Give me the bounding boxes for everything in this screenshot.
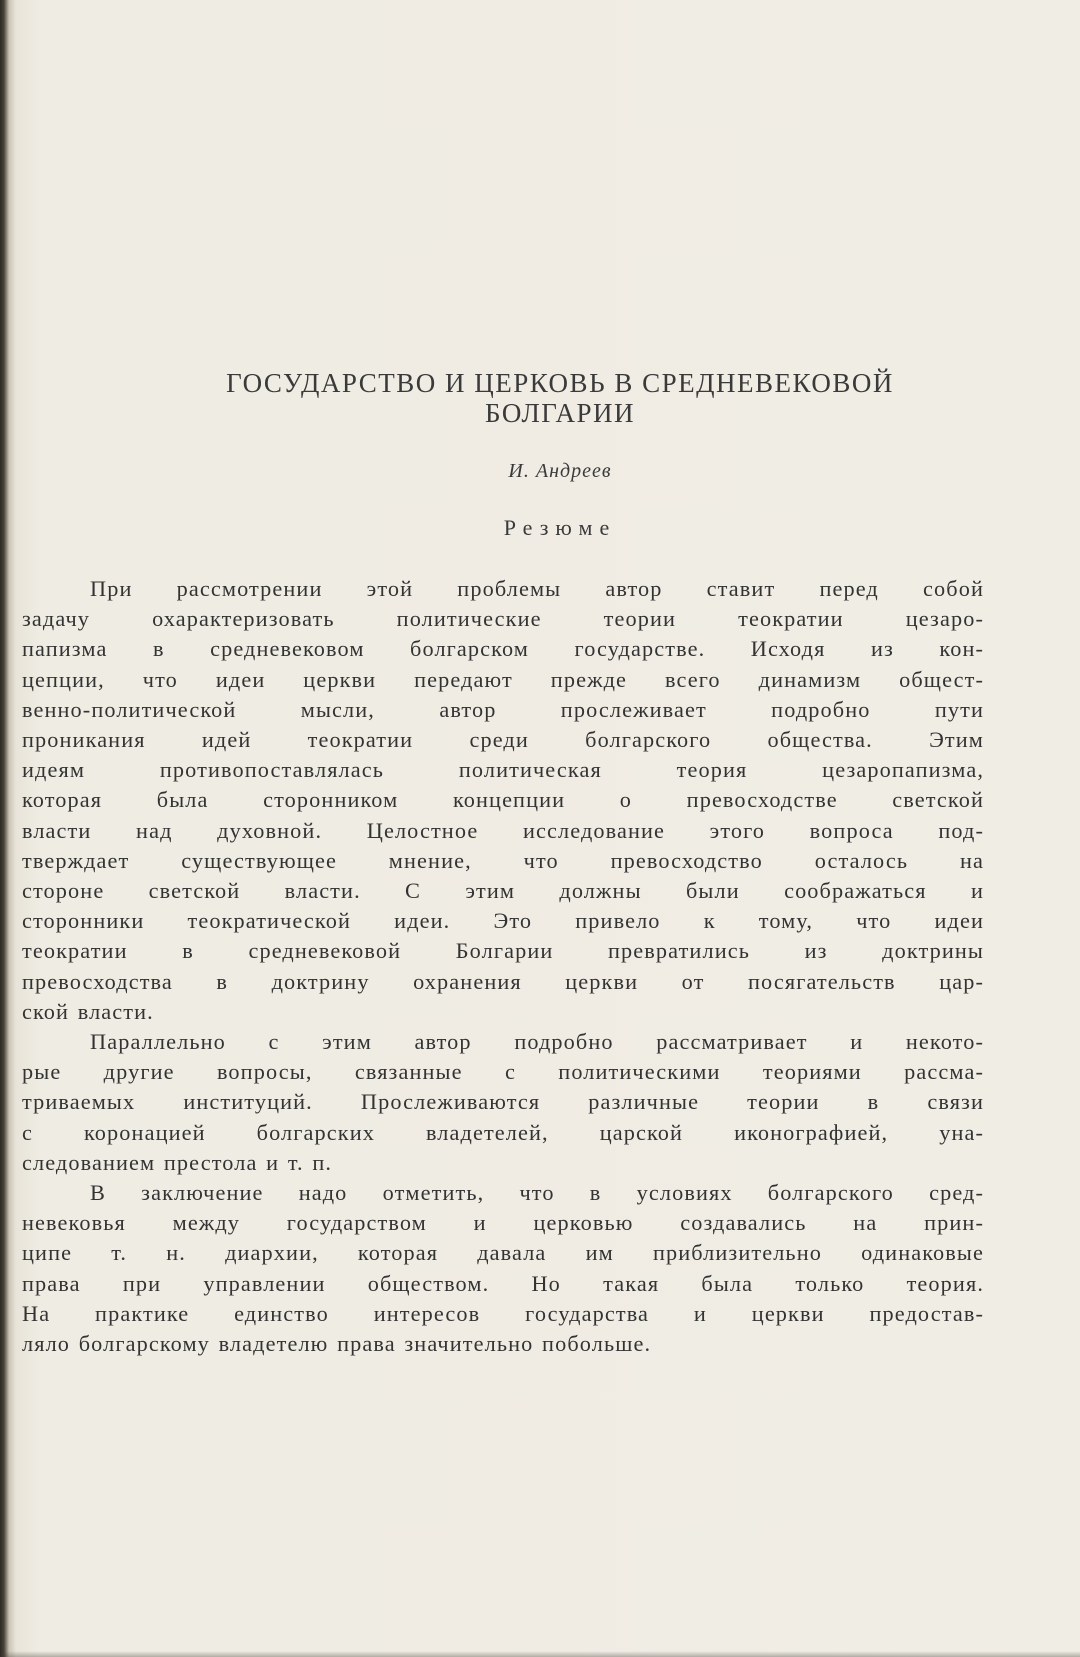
author-name: И. Андреев [508, 460, 612, 482]
text-line: На практике единство интересов государства и церкви предостав- [22, 1300, 984, 1326]
text-line: ской власти. [22, 998, 154, 1024]
paragraph-3 [22, 1178, 984, 1359]
text-line: Параллельно с этим автор подробно рассматривает и некото- [90, 1029, 984, 1055]
text-line: следованием престола и т. п. [22, 1149, 333, 1175]
text-line: рые другие вопросы, связанные с политическими теориями рассма- [22, 1059, 984, 1085]
title-line: ГОСУДАРСТВО И ЦЕРКОВЬ В СРЕДНЕВЕКОВОЙ [226, 368, 894, 398]
page-bottom-edge [0, 1651, 1080, 1657]
text-line: стороне светской власти. С этим должны были соображаться и [22, 878, 984, 904]
text-line: с коронацией болгарских владетелей, царской иконографией, уна- [22, 1119, 984, 1145]
text-line: цепции, что идеи церкви передают прежде всего динамизм общест- [22, 666, 984, 692]
article-title [60, 368, 1060, 428]
paragraph-2 [22, 1027, 984, 1178]
text-line: идеям противопоставлялась политическая теория цезаропапизма, [22, 757, 984, 783]
text-line: превосходства в доктрину охранения церкви от посягательств цар- [22, 968, 984, 994]
text-line: права при управлении обществом. Но такая была только теория. [22, 1270, 984, 1296]
text-line: задачу охарактеризовать политические теории теократии цезаро- [22, 606, 984, 632]
text-line: невековья между государством и церковью создавались на прин- [22, 1210, 984, 1236]
text-line: сторонники теократической идеи. Это привело к тому, что идеи [22, 908, 984, 934]
text-line: венно-политической мысли, автор прослеживает подробно пути [22, 696, 984, 722]
text-line: При рассмотрении этой проблемы автор ставит перед собой [90, 576, 984, 601]
title-line: БОЛГАРИИ [485, 398, 635, 428]
text-line: тверждает существующее мнение, что превосходство осталось на [22, 847, 984, 873]
paragraph-1 [22, 574, 984, 1027]
article-body [22, 574, 984, 1359]
text-line: теократии в средневековой Болгарии превратились из доктрины [22, 938, 984, 964]
text-line: папизма в средневековом болгарском государстве. Исходя из кон- [22, 636, 984, 662]
section-subtitle: Резюме [503, 515, 617, 540]
text-line: триваемых институций. Прослеживаются различные теории в связи [22, 1089, 984, 1115]
text-line: власти над духовной. Целостное исследование этого вопроса под- [22, 817, 984, 843]
text-line: проникания идей теократии среди болгарского общества. Этим [22, 727, 984, 753]
text-line: ципе т. н. диархии, которая давала им приблизительно одинаковые [22, 1240, 984, 1266]
text-line: В заключение надо отметить, что в условиях болгарского сред- [90, 1180, 984, 1206]
text-line: которая была сторонником концепции о превосходстве светской [22, 787, 984, 813]
text-line: ляло болгарскому владетелю права значительно побольше. [22, 1331, 652, 1357]
